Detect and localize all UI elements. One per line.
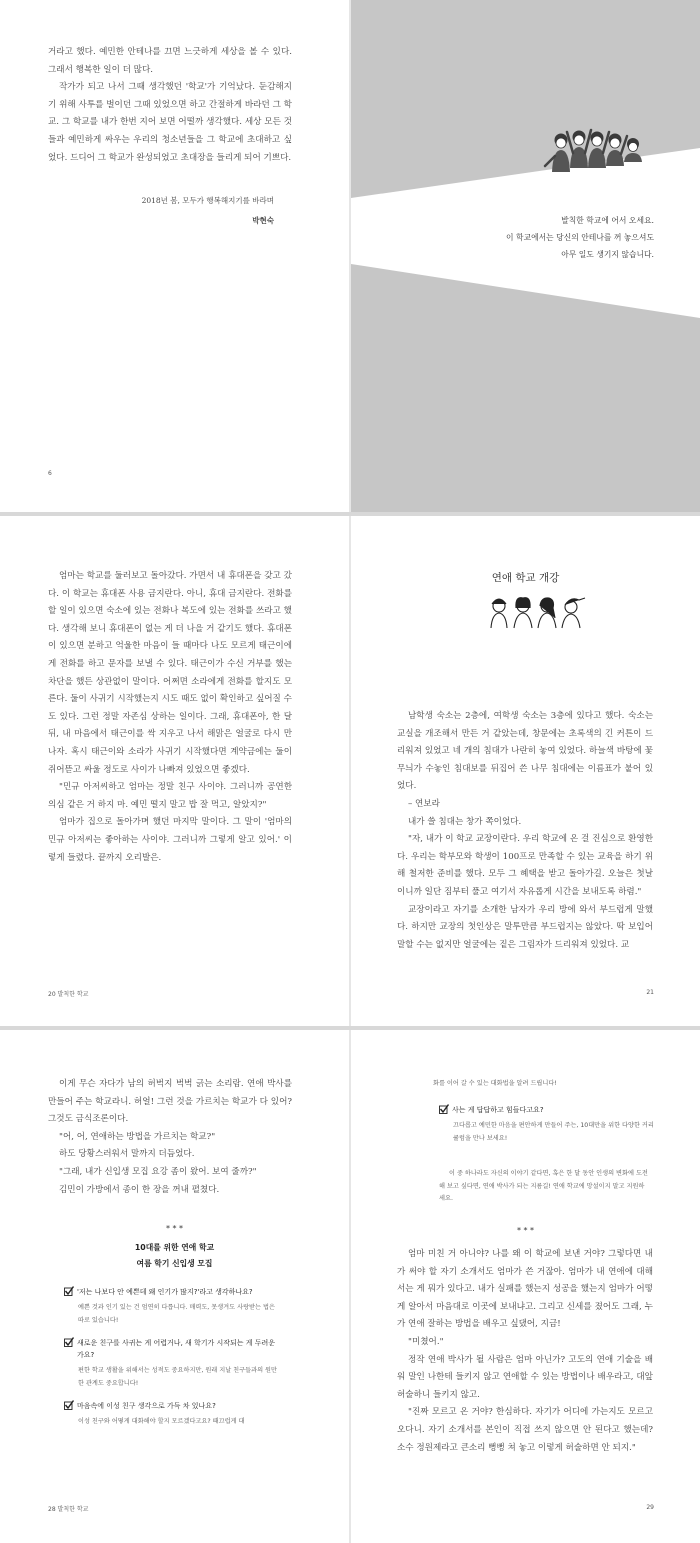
invite-line: 아무 일도 생기지 않습니다.	[561, 250, 654, 259]
book-spread-3	[0, 1030, 700, 1543]
paragraph: 거라고 했다. 예민한 안테나를 끄면 느긋하게 세상을 볼 수 있다. 그래서 행복한 일이 더 많다.	[48, 47, 292, 75]
paragraph: 교장이라고 자기를 소개한 남자가 우리 방에 와서 부드럽게 말했다. 하지만 교장의 첫인상은 말투만큼 부드럽지는 않았다. 딱 보입어 말할 수는 없지만 얼굴에는 짙은 그림자가 드리워져 있었다. 교	[397, 904, 653, 950]
page-6	[0, 0, 349, 512]
paragraph: "미쳤어."	[408, 1336, 444, 1347]
section-divider: * * *	[516, 1226, 535, 1235]
page-number: 21	[646, 989, 654, 996]
paragraph: "진짜 모르고 온 거야? 한심하다. 자기가 어디에 가는지도 모르고 오다니. 자기 소개서를 본인이 직접 쓰지 않으면 안 된다고 했는데? 소수 정원제라고 큰소리 뻥뻥 쳐 놓고 이렇게 허술하면 안 되지."	[397, 1407, 653, 1453]
body-text	[397, 1246, 653, 1457]
paragraph: "민규 아저씨하고 엄마는 정말 친구 사이야. 그러니까 공연한 의심 같은 거 하지 마. 예민 떨지 말고 밥 잘 먹고, 알았지?"	[48, 782, 292, 810]
paragraph: 김민이 가방에서 종이 한 장을 꺼내 펼쳤다.	[59, 1184, 220, 1195]
four-girls-illustration	[487, 594, 587, 630]
flyer-subtitle: 여름 학기 신입생 모집	[136, 1259, 213, 1268]
checklist-answer: 편한 학교 생활을 위해서는 성적도 중요하지만, 원래 지날 친구들과의 원만한 관계도 중요합니다!	[78, 1367, 277, 1387]
signature-name: 박현숙	[252, 216, 274, 225]
paragraph: "어, 어, 연애하는 방법을 가르치는 학교?"	[59, 1131, 216, 1142]
page-20	[0, 516, 349, 1026]
checkbox-icon	[64, 1400, 74, 1410]
flyer-note: 이 중 하나라도 자신의 이야기 같다면, 혹은 한 달 동안 인생의 변화에 도전해 보고 싶다면, 연애 박사가 되는 지름길! 연애 학교에 망설이지 말고 지원하세요.	[439, 1170, 648, 1202]
paragraph: 엄마 미친 거 아니야? 나를 왜 이 학교에 보낸 거야? 그렇다면 내가 써야 할 자기 소개서도 엄마가 쓴 거잖아. 엄마가 내 연애에 대해서는 게 뭐가 있다고. 내가 실패를 했는지 성공을 했는지 엄마가 어떻게 알아서 마음대로 이곳에 보내냐고. 그리고 신세를 졌어도 그래, 누가 연애 잘하는 방법을 배우고 싶댔어, 지금!	[397, 1249, 653, 1330]
checkbox-icon	[64, 1337, 74, 1347]
paragraph: "자, 내가 이 학교 교장이란다. 우리 학교에 온 걸 진심으로 환영한다. 우리는 학부모와 학생이 100프로 만족할 수 있는 교육을 하기 위해 철저한 준비를 했다. 모두 그 혜택을 받고 돌아가길. 오늘은 첫날이니까 일단 짐부터 풀고 여기서 자유롭게 시간을 보내도록 하렴."	[397, 834, 653, 897]
checklist-answer: 끄다롭고 예민한 마음을 편안하게 만들어 주는, 10대만을 위한 다양한 커리큘럼을 만나 보세요!	[453, 1122, 654, 1142]
checklist-answer: 이성 친구와 어떻게 대화해야 할지 모르겠다고요? 때끄럽게 대	[78, 1418, 245, 1425]
page-number: 29	[646, 1504, 654, 1511]
signature-date: 2018년 봄, 모두가 행복해지기를 바라며	[141, 196, 274, 205]
body-text	[48, 1076, 292, 1199]
book-spread-2	[0, 516, 700, 1026]
invite-line: 발칙한 학교에 어서 오세요.	[561, 216, 654, 225]
flyer-continuation: 화를 이어 갈 수 있는 대화법을 알려 드립니다!	[433, 1080, 557, 1087]
checklist-item	[64, 1286, 280, 1298]
section-divider: * * *	[165, 1224, 184, 1233]
checklist-item	[64, 1337, 280, 1361]
flyer-checklist	[439, 1100, 659, 1155]
checklist-question: '저는 나보다 안 예쁜데 왜 인기가 많지?'라고 생각하나요?	[77, 1288, 253, 1296]
page-28	[0, 1030, 349, 1543]
paragraph: 작가가 되고 나서 그때 생각했던 '학교'가 기억났다. 둔감해지기 위해 사투를 벌이던 그때 있었으면 하고 간절하게 바라던 그 학교. 그 학교를 내가 한번 지어 보면 어떨까 생각했다. 세상 모든 것들과 예민하게 싸우는 우리의 청소년들을 그 학교에 초대하고 싶었다. 드디어 그 학교가 완성되었고 초대장을 들리게 되어 기쁘다.	[48, 82, 292, 163]
paragraph: – 연보라	[408, 798, 440, 809]
page-7	[351, 0, 700, 512]
checklist-answer: 예쁜 것과 인기 있는 건 엄연히 다릅니다. 매력도, 못생겨도 사랑받는 법은 따로 있습니다!	[78, 1304, 275, 1324]
invitation-text	[506, 212, 654, 263]
paragraph: 엄마는 학교를 둘러보고 돌아갔다. 가면서 내 휴대폰을 갖고 갔다. 이 학교는 휴대폰 사용 금지란다. 아니, 휴대 금지란다. 전화를 할 일이 있으면 숙소에 있는 전화나 복도에 있는 전화를 쓰라고 했다. 생각해 보니 휴대폰이 없는 게 더 나을 거 같기도 했다. 휴대폰이 있으면 분하고 억울한 마음이 들 때마다 나도 모르게 태근이에게 전화를 하고 문자를 보낼 수 있다. 태근이가 수신 거부를 했는 차단을 했든 상관없이 말이다. 어쩌면 소라에게 전화를 할지도 모른다. 둘이 사귀기 시작했는지 시도 때도 없이 확인하고 싶어질 수도 있다. 그런 정말 자존심 상하는 일이다. 그래, 휴대폰아, 한 달 뒤, 내 마음에서 태근이를 싹 지우고 나서 해맑은 얼굴로 다시 만나자. 혹시 태근이와 소라가 사귀기 시작했다면 계약금에는 둘이 쥐어뜯고 싸울 정도로 사이가 나빠져 있었으면 좋겠다.	[48, 571, 292, 775]
checkbox-icon	[64, 1286, 74, 1296]
checklist-item	[439, 1104, 659, 1116]
flyer-title: 10대를 위한 연애 학교	[134, 1243, 215, 1252]
paragraph: 엄마가 집으로 돌아가며 했던 마지막 말이다. 그 말이 '엄마의 민규 아저씨는 좋아하는 사이야. 그러니까 그렇게 알고 있어.' 이렇게 들렸다. 끝까지 오리발은.	[48, 817, 292, 863]
paragraph: 남학생 숙소는 2층에, 여학생 숙소는 3층에 있다고 했다. 숙소는 교실을 개조해서 만든 거 같았는데, 창문에는 초록색의 긴 커튼이 드리워져 있었고 네 개의 침대가 나란히 놓여 있었다. 하늘색 바탕에 꽃무늬가 수놓인 침대보를 뒤집어 쓴 나무 침대에는 이름표가 붙어 있었다.	[397, 711, 653, 792]
book-spread-1	[0, 0, 700, 512]
paragraph: 정작 연애 박사가 될 사람은 엄마 아닌가? 고도의 연애 기술을 배워 말인 나한테 들키지 않고 연애할 수 있는 방법이나 배우라고, 대앞 허술하니 들키지 않고.	[397, 1354, 653, 1400]
checklist-item	[64, 1400, 280, 1412]
paragraph: 하도 당황스러워서 말까지 더듬었다.	[59, 1149, 195, 1160]
checklist-question: 새로운 친구를 사귀는 게 어렵거나, 새 학기가 시작되는 게 두려운가요?	[77, 1339, 276, 1359]
page-number: 6	[48, 470, 52, 477]
paragraph: 이게 무슨 자다가 남의 허벅지 벅벅 긁는 소리람. 연애 박사를 만들어 주는 학교라니. 허얼! 그런 것을 가르치는 학교가 다 있어? 그것도 금식조론이다.	[48, 1079, 292, 1125]
flyer-checklist	[64, 1282, 280, 1439]
checkbox-icon	[439, 1104, 449, 1114]
chapter-title: 연애 학교 개강	[491, 572, 560, 584]
checklist-question: 마음속에 이성 친구 생각으로 가득 차 있나요?	[77, 1402, 216, 1410]
invite-line: 이 학교에서는 당신의 안테나를 꺼 놓으셔도	[506, 233, 654, 242]
checklist-question: 사는 게 답답하고 힘들다고요?	[452, 1106, 544, 1114]
page-21	[351, 516, 700, 1026]
paragraph: "그래, 내가 신입생 모집 요강 좀이 왔어. 보여 줄까?"	[59, 1166, 257, 1177]
body-text	[48, 568, 292, 867]
page-footer: 28 발칙한 학교	[48, 1506, 89, 1513]
body-text	[397, 708, 653, 954]
page-29	[351, 1030, 700, 1543]
paragraph: 내가 쓸 침대는 창가 쪽이었다.	[408, 816, 522, 827]
preface-text	[48, 44, 292, 167]
page-footer: 20 발칙한 학교	[48, 991, 89, 998]
